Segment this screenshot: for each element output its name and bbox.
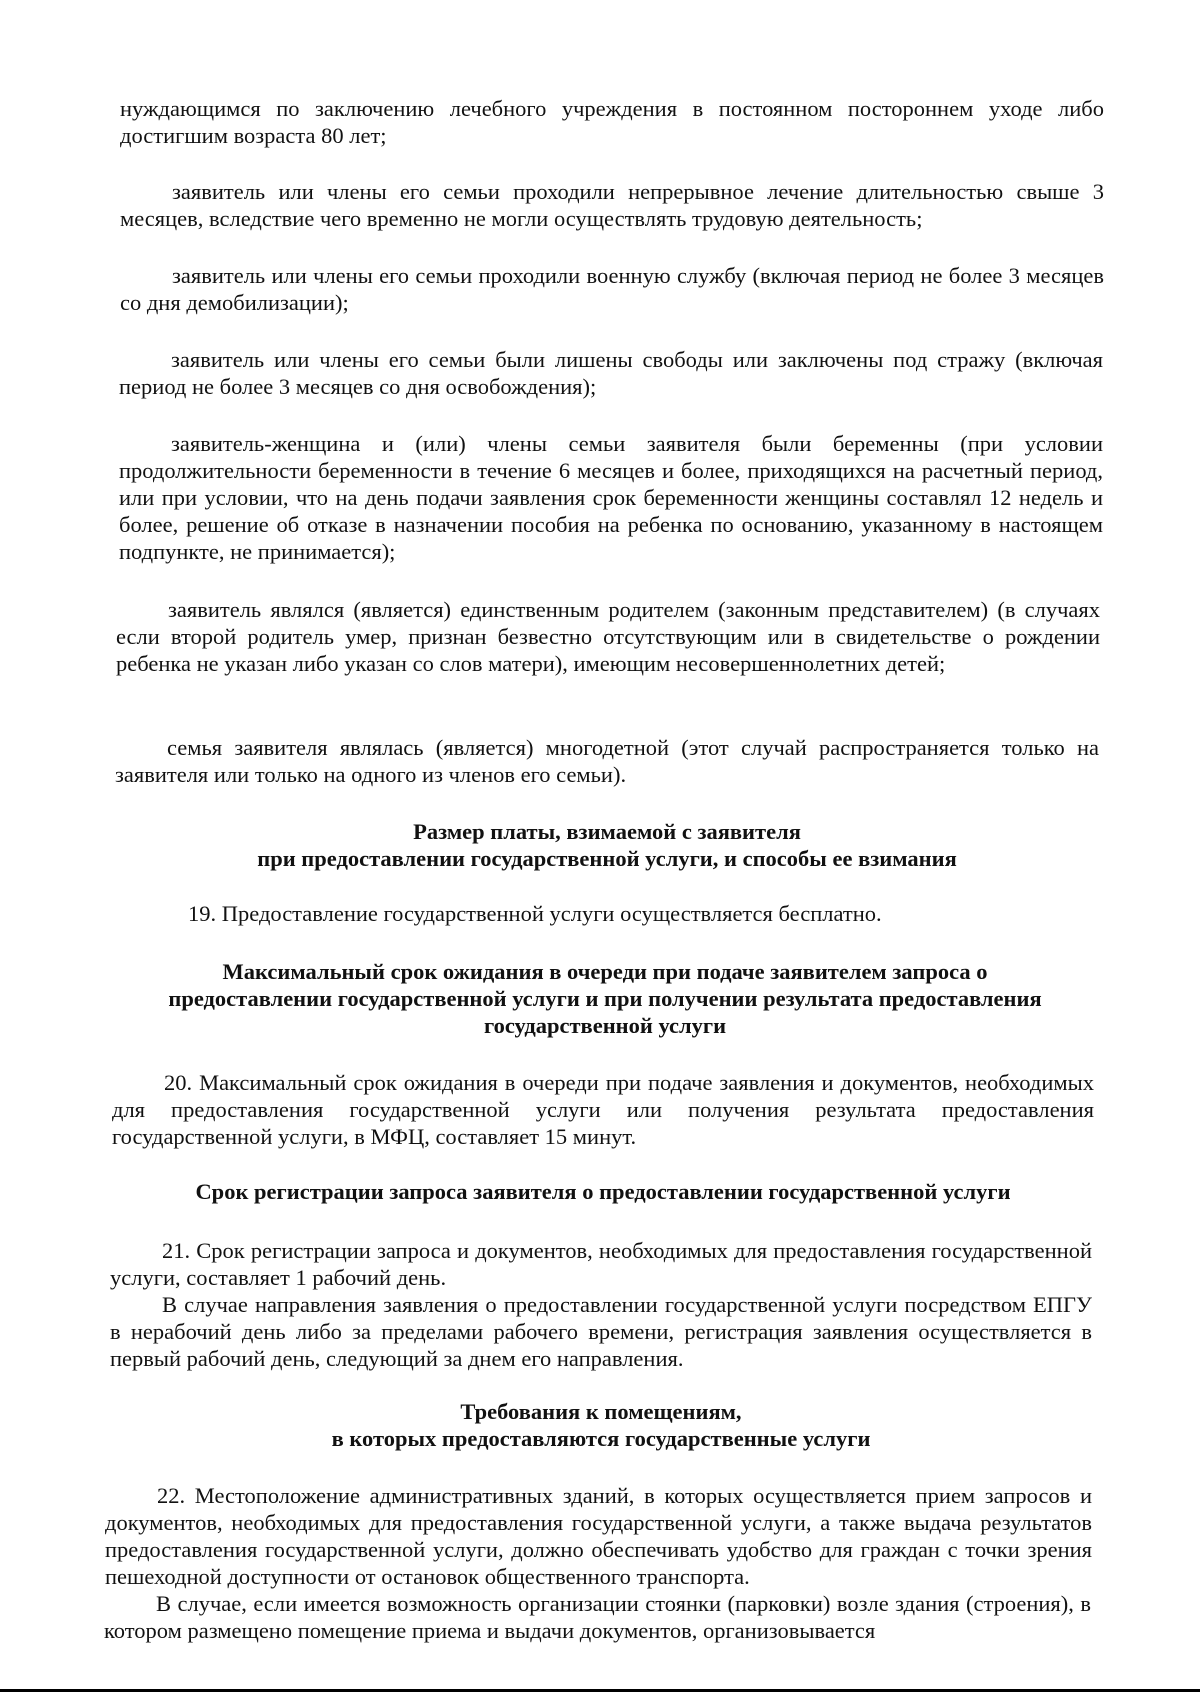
paragraph-22: 22. Местоположение административных зданий, в которых осуществляется прием запросов и документов, необходимых для предоставления государственной услуги, а также выдача результатов предоставления государственной услуги, должно обеспечивать удобство для граждан с точки зрения пешеходной доступности от остановок общественного транспорта.	[105, 1483, 1092, 1589]
paragraph-single-parent: заявитель являлся (является) единственным родителем (законным представителем) (в случаях если второй родитель умер, признан безвестно отсутствующим или в свидетельстве о рождении ребенка не указан либо указан со слов матери), имеющим несовершеннолетних детей;	[116, 597, 1100, 676]
page-bottom-border	[0, 1689, 1200, 1692]
paragraph-pregnancy: заявитель-женщина и (или) члены семьи заявителя были беременны (при условии продолжительности беременности в течение 6 месяцев и более, приходящихся на расчетный период, или при условии, что на день подачи заявления срок беременности женщины составлял 12 недель и более, решение об отказе в назначении пособия на ребенка по основанию, указанному в настоящем подпункте, не принимается);	[119, 431, 1103, 564]
heading-premises: Требования к помещениям, в которых предоставляются государственные услуги	[331, 1399, 871, 1451]
heading-queue-time: Максимальный срок ожидания в очереди при подаче заявителем запроса о предоставлении государственной услуги и при получении результата предоставления государственной услуги	[168, 959, 1042, 1038]
paragraph-21: 21. Срок регистрации запроса и документов, необходимых для предоставления государственной услуги, составляет 1 рабочий день.	[110, 1238, 1092, 1290]
paragraph-continuation: нуждающимся по заключению лечебного учреждения в постоянном постороннем уходе либо достигшим возраста 80 лет;	[120, 96, 1104, 148]
paragraph-19: 19. Предоставление государственной услуги осуществляется бесплатно.	[188, 901, 882, 926]
paragraph-treatment: заявитель или члены его семьи проходили непрерывное лечение длительностью свыше 3 месяцев, вследствие чего временно не могли осуществлять трудовую деятельность;	[120, 179, 1104, 231]
paragraph-imprisonment: заявитель или члены его семьи были лишены свободы или заключены под стражу (включая период не более 3 месяцев со дня освобождения);	[119, 347, 1103, 399]
paragraph-20: 20. Максимальный срок ожидания в очереди при подаче заявления и документов, необходимых для предоставления государственной услуги или получения результата предоставления государственной услуги, в МФЦ, составляет 15 минут.	[112, 1070, 1094, 1149]
paragraph-22-parking: В случае, если имеется возможность организации стоянки (парковки) возле здания (строения), в котором размещено помещение приема и выдачи документов, организовывается	[104, 1591, 1091, 1643]
paragraph-large-family: семья заявителя являлась (является) многодетной (этот случай распространяется только на заявителя или только на одного из членов его семьи).	[115, 735, 1099, 787]
heading-registration-term: Срок регистрации запроса заявителя о предоставлении государственной услуги	[195, 1179, 1011, 1204]
paragraph-21-epgu: В случае направления заявления о предоставлении государственной услуги посредством ЕПГУ в нерабочий день либо за пределами рабочего времени, регистрация заявления осуществляется в первый рабочий день, следующий за днем его направления.	[110, 1292, 1092, 1371]
heading-fee: Размер платы, взимаемой с заявителя при предоставлении государственной услуги, и способы ее взимания	[257, 819, 957, 871]
paragraph-military-service: заявитель или члены его семьи проходили военную службу (включая период не более 3 месяцев со дня демобилизации);	[120, 263, 1104, 315]
